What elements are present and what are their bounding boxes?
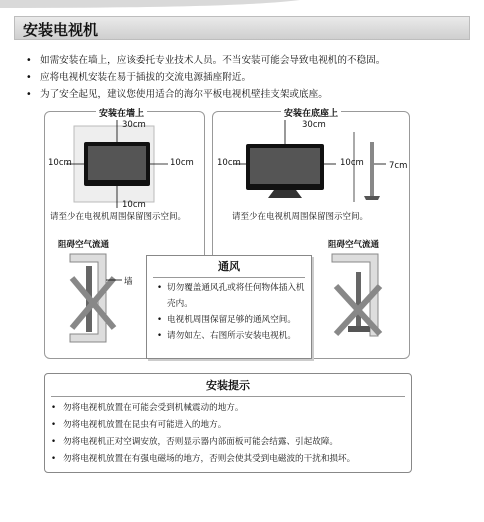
intro-bullet-list xyxy=(26,52,476,103)
wall-right-clearance: 10cm xyxy=(170,158,194,168)
blocked-wall-example-diagram xyxy=(66,250,138,346)
ventilation-item: • 电视机周围保留足够的通风空间。 xyxy=(157,312,307,328)
stand-top-clearance: 30cm xyxy=(302,120,326,130)
ventilation-title: 通风 xyxy=(153,258,305,278)
section-title-bar xyxy=(14,16,470,40)
tips-title: 安装提示 xyxy=(51,377,405,397)
wall-mount-title: 安装在墙上 xyxy=(96,106,147,119)
intro-bullet: • 应将电视机安装在易于插拔的交流电源插座附近。 xyxy=(26,69,476,86)
stand-mount-diagram xyxy=(212,118,410,208)
tips-list xyxy=(51,400,411,468)
top-decorative-arc xyxy=(0,0,484,12)
ventilation-list xyxy=(157,280,307,344)
stand-caption: 请至少在电视机周围保留图示空间。 xyxy=(232,212,369,222)
blocked-stand-example-diagram xyxy=(328,250,398,346)
intro-bullet: • 为了安全起见，建议您使用适合的海尔平板电视机壁挂支架或底座。 xyxy=(26,86,476,103)
wall-caption: 请至少在电视机周围保留图示空间。 xyxy=(50,212,187,222)
tip-item: • 勿将电视机正对空调安放，否则显示器内部面板可能会结露、引起故障。 xyxy=(51,434,411,451)
page-title: 安装电视机 xyxy=(23,21,99,39)
stand-left-clearance: 10cm xyxy=(217,158,241,168)
installation-tips-box xyxy=(44,373,412,473)
wall-left-clearance: 10cm xyxy=(48,158,72,168)
wall-bottom-clearance: 10cm xyxy=(122,200,146,210)
stand-side-clearance: 7cm xyxy=(389,161,408,171)
intro-bullet: • 如需安装在墙上，应该委托专业技术人员。不当安装可能会导致电视机的不稳固。 xyxy=(26,52,476,69)
tip-item: • 勿将电视机放置在昆虫有可能进入的地方。 xyxy=(51,417,411,434)
wall-label: 墙 xyxy=(124,277,133,287)
stand-right-clearance: 10cm xyxy=(340,158,364,168)
ventilation-item: • 请勿如左、右图所示安装电视机。 xyxy=(157,328,307,344)
tip-item: • 勿将电视机放置在可能会受到机械震动的地方。 xyxy=(51,400,411,417)
tip-item: • 勿将电视机放置在有强电磁场的地方，否则会使其受到电磁波的干扰和损坏。 xyxy=(51,451,411,468)
blocked-airflow-left-label: 阻碍空气流通 xyxy=(58,240,110,250)
wall-top-clearance: 30cm xyxy=(122,120,146,130)
ventilation-item: • 切勿覆盖通风孔或将任何物体插入机壳内。 xyxy=(157,280,307,312)
stand-mount-title: 安装在底座上 xyxy=(281,106,341,119)
ventilation-box xyxy=(146,255,312,359)
blocked-airflow-right-label: 阻碍空气流通 xyxy=(328,240,380,250)
